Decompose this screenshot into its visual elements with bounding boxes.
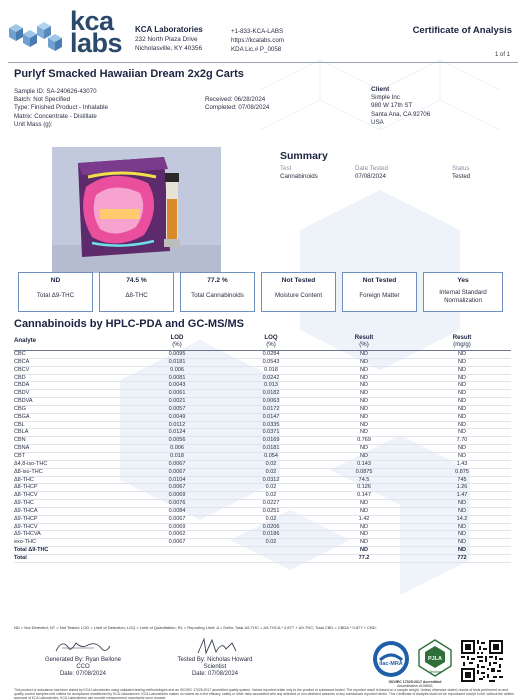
- result-pct-cell: ND: [360, 351, 368, 357]
- analyte-cell: CBT: [14, 452, 25, 459]
- lod-cell: 0.0067: [168, 460, 186, 467]
- loq-cell: 0.02: [265, 468, 277, 475]
- lod-cell: 0.0067: [168, 515, 186, 522]
- analyte-cell: CBCV: [14, 366, 30, 373]
- svg-text:Testing: Testing: [428, 670, 442, 674]
- loq-cell: 0.0147: [262, 413, 280, 420]
- table-row: [14, 492, 511, 500]
- result-mg-cell: 745: [457, 476, 467, 483]
- loq-cell: 0.0182: [262, 390, 280, 397]
- table-row: [14, 453, 511, 461]
- lod-cell: 0.0067: [168, 484, 186, 491]
- lab-license: KDA Lic.# P_0058: [231, 46, 282, 53]
- loq-cell: 0.0543: [262, 358, 280, 365]
- document-title: Certificate of Analysis: [412, 25, 512, 36]
- lod-cell: 0.0069: [168, 492, 186, 499]
- product-photo: [52, 147, 221, 273]
- lab-name: KCA Laboratories: [135, 25, 203, 34]
- result-pct-cell: ND: [360, 413, 368, 420]
- analyte-cell: Total Δ9-THC: [14, 547, 49, 554]
- signature-tested-by: Tested By: Nicholas Howard Scientist Date: 07/08/2024: [160, 637, 270, 678]
- result-pct-cell: ND: [360, 374, 368, 381]
- result-pct-cell: ND: [360, 531, 368, 538]
- result-mg-cell: ND: [458, 523, 466, 530]
- lod-cell: 0.0056: [168, 437, 186, 444]
- table-row: [14, 469, 511, 477]
- signature-ryan-bellone: [48, 637, 118, 657]
- loq-cell: 0.0063: [262, 398, 280, 405]
- summary-status-value: Tested: [452, 173, 471, 180]
- matrix: Matrix: Concentrate - Distillate: [14, 112, 97, 120]
- lod-cell: 0.0021: [168, 398, 186, 405]
- summary-status-label: Status: [452, 165, 470, 172]
- signature-generated-by: Generated By: Ryan Bellone CCO Date: 07/08/2024: [28, 637, 138, 678]
- lab-phone: +1-833-KCA-LABS: [231, 28, 284, 35]
- lod-cell: 0.0112: [168, 421, 186, 428]
- loq-cell: 0.0206: [262, 523, 280, 530]
- card-total-cannabinoids: 77.2 % Total Cannabinoids: [180, 272, 255, 312]
- loq-cell: 0.054: [264, 452, 278, 459]
- lab-contact-block: [231, 27, 284, 54]
- table-row: [14, 539, 511, 547]
- analyte-cell: Δ4,8-iso-THC: [14, 460, 48, 467]
- summary-test: [280, 165, 318, 181]
- result-pct-cell: ND: [360, 429, 368, 436]
- table-total-row: [14, 555, 511, 563]
- result-mg-cell: 1.43: [456, 460, 468, 467]
- card-total-d9-thc: ND Total Δ9-THC: [18, 272, 93, 312]
- loq-cell: 0.013: [264, 382, 278, 389]
- analyte-cell: CBL: [14, 421, 25, 428]
- result-mg-cell: ND: [458, 413, 466, 420]
- table-row: [14, 367, 511, 375]
- card-moisture-content: Not Tested Moisture Content: [261, 272, 336, 312]
- card-foreign-matter: Not Tested Foreign Matter: [342, 272, 417, 312]
- result-pct-cell: ND: [360, 366, 368, 373]
- lod-cell: 0.0081: [168, 374, 186, 381]
- result-mg-cell: ND: [458, 351, 466, 357]
- client-name: Simple Inc: [371, 94, 400, 102]
- table-row: [14, 382, 511, 390]
- sample-info: [14, 88, 108, 129]
- lab-address-line2: Nicholasville, KY 40356: [135, 45, 203, 52]
- table-row: [14, 500, 511, 508]
- accreditation-text: ISO/IEC 17025:2017 Accredited Accreditation #108651: [388, 680, 442, 689]
- loq-cell: 0.0371: [262, 429, 280, 436]
- completed-date: Completed: 07/08/2024: [205, 104, 270, 112]
- card-internal-standard: Yes Internal Standard Normalization: [423, 272, 503, 312]
- lod-cell: 0.0057: [168, 405, 186, 412]
- loq-cell: 0.0335: [262, 421, 280, 428]
- page-number: 1 of 1: [494, 52, 510, 58]
- result-pct-cell: 0.143: [357, 460, 371, 467]
- client-address2: Santa Ana, CA 92706: [371, 110, 431, 118]
- result-mg-cell: ND: [458, 405, 466, 412]
- loq-cell: 0.02: [265, 539, 277, 546]
- summary-title: Summary: [280, 150, 328, 162]
- lod-cell: 0.0062: [168, 531, 186, 538]
- signature-nicholas-howard: [180, 637, 250, 657]
- loq-cell: 0.0251: [262, 507, 280, 514]
- lod-cell: 0.006: [170, 445, 184, 452]
- table-row: [14, 422, 511, 430]
- result-mg-cell: ND: [458, 507, 466, 514]
- result-pct-cell: ND: [360, 382, 368, 389]
- result-mg-cell: ND: [458, 445, 466, 452]
- unit-mass: Unit Mass (g):: [14, 120, 53, 128]
- client-info: [371, 86, 430, 127]
- batch: Batch: Not Specified: [14, 96, 71, 104]
- pjla-seal-icon: [415, 638, 455, 678]
- result-mg-cell: 1.47: [456, 492, 468, 499]
- header-analyte: Analyte: [14, 337, 37, 344]
- table-row: [14, 414, 511, 422]
- svg-text:PJLA: PJLA: [427, 656, 443, 662]
- lod-cell: 0.0084: [168, 507, 186, 514]
- result-mg-cell: ND: [458, 452, 466, 459]
- summary-test-label: Test: [280, 165, 292, 172]
- summary-date-value: 07/08/2024: [355, 173, 386, 180]
- client-address1: 980 W 17th ST: [371, 102, 413, 110]
- ilac-mra-seal-icon: [372, 640, 410, 678]
- lod-cell: 0.0061: [168, 390, 186, 397]
- table-row: [14, 398, 511, 406]
- lod-cell: 0.006: [170, 366, 184, 373]
- result-mg-cell: ND: [458, 531, 466, 538]
- loq-cell: 0.0227: [262, 500, 280, 507]
- loq-cell: 0.02: [265, 484, 277, 491]
- cannabinoids-section-title: Cannabinoids by HPLC-PDA and GC-MS/MS: [14, 318, 244, 330]
- header: [0, 0, 526, 62]
- analyte-cell: Δ9-THCA: [14, 507, 38, 514]
- table-row: [14, 390, 511, 398]
- result-pct-cell: ND: [360, 452, 368, 459]
- result-mg-cell: ND: [458, 358, 466, 365]
- analyte-cell: CBDVA: [14, 398, 33, 405]
- lab-website[interactable]: https://kcalabs.com: [231, 37, 284, 44]
- lod-cell: 0.0104: [168, 476, 186, 483]
- loq-cell: 0.02: [265, 515, 277, 522]
- result-pct-cell: ND: [360, 390, 368, 397]
- table-row: [14, 375, 511, 383]
- table-total-row: [14, 547, 511, 555]
- analyte-cell: CBDV: [14, 390, 30, 397]
- loq-cell: 0.0181: [262, 445, 280, 452]
- received-date: Received: 06/28/2024: [205, 96, 266, 103]
- result-mg-cell: 0.875: [455, 468, 469, 475]
- loq-cell: 0.0284: [262, 351, 280, 357]
- lod-cell: 0.0181: [168, 358, 186, 365]
- result-pct-cell: ND: [360, 398, 368, 405]
- result-mg-cell: ND: [458, 429, 466, 436]
- result-pct-cell: ND: [360, 358, 368, 365]
- result-mg-cell: ND: [458, 398, 466, 405]
- summary-status: [452, 165, 470, 181]
- result-mg-cell: ND: [458, 547, 466, 554]
- lod-cell: 0.0095: [168, 351, 186, 357]
- table-row: [14, 429, 511, 437]
- analyte-cell: Δ8-THCP: [14, 484, 38, 491]
- qr-code-icon[interactable]: [461, 640, 503, 682]
- table-row: [14, 516, 511, 524]
- analyte-cell: CBGA: [14, 413, 30, 420]
- table-row: [14, 461, 511, 469]
- analyte-cell: CBLA: [14, 429, 29, 436]
- lod-cell: 0.0043: [168, 382, 186, 389]
- result-pct-cell: 0.147: [357, 492, 371, 499]
- result-mg-cell: 1.26: [456, 484, 468, 491]
- loq-cell: 0.0172: [262, 405, 280, 412]
- summary-test-value: Cannabinoids: [280, 173, 318, 180]
- lod-cell: 0.018: [170, 452, 184, 459]
- analyte-cell: CBN: [14, 437, 26, 444]
- client-country: USA: [371, 118, 384, 126]
- lod-cell: 0.0069: [168, 523, 186, 530]
- result-pct-cell: ND: [360, 547, 368, 554]
- loq-cell: 0.02: [265, 492, 277, 499]
- result-mg-cell: ND: [458, 382, 466, 389]
- result-pct-cell: 0.126: [357, 484, 371, 491]
- header-result-pct: Result (%): [354, 334, 374, 348]
- result-pct-cell: ND: [360, 500, 368, 507]
- summary-date: [355, 165, 388, 181]
- result-pct-cell: 74.5: [358, 476, 370, 483]
- lod-cell: 0.0076: [168, 500, 186, 507]
- loq-cell: 0.02: [265, 460, 277, 467]
- product-title: Purlyf Smacked Hawaiian Dream 2x2g Carts: [14, 68, 244, 80]
- result-pct-cell: ND: [360, 539, 368, 546]
- lab-address-line1: 232 North Plaza Drive: [135, 36, 198, 43]
- disclaimer: This product or substance has been tested by KCA Laboratories using validated testing methodologies and an ISO/IEC 17025:2017 accredited quality system. Values reported relate only to the product or substance tested. The reported result is based on a sample weight. Unless otherwise stated, results of tests performed on and quality control samples met criteria for acceptance established by KCA Laboratories. KCA Laboratories makes no claims as to the efficacy, safety or other risks associated with any detected or non-detected amounts of any substances reported herein. This Certificate of Analysis shall not be reproduced except in full, without the written approval of KCA Laboratories. KCA Laboratories can provide measurement uncertainty upon request.: [14, 688, 515, 699]
- lod-cell: 0.0049: [168, 413, 186, 420]
- summary-date-label: Date Tested: [355, 165, 388, 172]
- table-row: [14, 508, 511, 516]
- result-pct-cell: 77.2: [358, 554, 370, 561]
- lod-cell: 0.0067: [168, 468, 186, 475]
- table-row: [14, 445, 511, 453]
- table-row: [14, 351, 511, 359]
- summary-cards: [18, 272, 506, 314]
- result-mg-cell: ND: [458, 390, 466, 397]
- analyte-cell: Δ8-THCV: [14, 492, 38, 499]
- result-pct-cell: 0.769: [357, 437, 371, 444]
- analyte-cell: CBD: [14, 374, 26, 381]
- analyte-cell: CBDA: [14, 382, 30, 389]
- logo-wordmark: kca labs: [70, 6, 123, 59]
- loq-cell: 0.0186: [262, 531, 280, 538]
- product-image: [52, 147, 221, 273]
- result-mg-cell: ND: [458, 366, 466, 373]
- result-mg-cell: 772: [457, 554, 467, 561]
- loq-cell: 0.018: [264, 366, 278, 373]
- result-pct-cell: 1.42: [358, 515, 370, 522]
- lod-cell: 0.0067: [168, 539, 186, 546]
- table-body: [14, 351, 511, 563]
- analyte-cell: Δ9-THCP: [14, 515, 38, 522]
- analyte-cell: Δ8-THC: [14, 476, 34, 483]
- svg-text:ilac-MRA: ilac-MRA: [379, 661, 403, 667]
- header-result-mg: Result (mg/g): [452, 334, 472, 348]
- lod-cell: 0.0124: [168, 429, 186, 436]
- result-pct-cell: 0.0875: [355, 468, 373, 475]
- sample-id: Sample ID: SA-240626-43070: [14, 88, 97, 95]
- dates-info: [205, 96, 269, 112]
- header-divider: [8, 62, 518, 63]
- table-row: [14, 406, 511, 414]
- result-mg-cell: ND: [458, 374, 466, 381]
- loq-cell: 0.0242: [262, 374, 280, 381]
- analyte-cell: CBCA: [14, 358, 30, 365]
- table-header: [14, 334, 511, 351]
- result-pct-cell: ND: [360, 507, 368, 514]
- card-d8-thc: 74.5 % Δ8-THC: [99, 272, 174, 312]
- loq-cell: 0.0312: [262, 476, 280, 483]
- table-row: [14, 359, 511, 367]
- result-pct-cell: ND: [360, 421, 368, 428]
- result-mg-cell: ND: [458, 539, 466, 546]
- analyte-cell: CBG: [14, 405, 26, 412]
- analyte-cell: Δ9-THCV: [14, 523, 38, 530]
- analyte-cell: CBC: [14, 351, 26, 357]
- analyte-cell: Total: [14, 554, 27, 561]
- result-mg-cell: ND: [458, 500, 466, 507]
- client-label: Client: [371, 86, 390, 93]
- header-lod: LOD (%): [170, 334, 184, 348]
- result-mg-cell: ND: [458, 421, 466, 428]
- result-pct-cell: ND: [360, 405, 368, 412]
- analyte-cell: Δ9-THC: [14, 500, 34, 507]
- analyte-cell: Δ9-THCVA: [14, 531, 41, 538]
- cannabinoids-table: [14, 334, 511, 563]
- analyte-cell: exo-THC: [14, 539, 37, 546]
- table-row: [14, 477, 511, 485]
- table-footnote: ND = Not Detected; NT = Not Tested; LOD = Limit of Detection; LOQ = Limit of Quantitation; RL = Reporting Limit; Δ = Delta; Total Δ9-THC = Δ9-THCA * 0.877 + Δ9-THC; Total CBD = CBDA * 0.877 + CBD;: [14, 625, 377, 630]
- table-row: [14, 524, 511, 532]
- lab-address-block: [135, 25, 203, 53]
- result-pct-cell: ND: [360, 523, 368, 530]
- table-row: [14, 437, 511, 445]
- logo-cubes-icon: [6, 14, 66, 54]
- analyte-cell: Δ8-iso-THC: [14, 468, 43, 475]
- result-pct-cell: ND: [360, 445, 368, 452]
- result-mg-cell: 7.70: [456, 437, 468, 444]
- loq-cell: 0.0169: [262, 437, 280, 444]
- header-loq: LOQ (%): [264, 334, 278, 348]
- analyte-cell: CBNA: [14, 445, 30, 452]
- table-row: [14, 531, 511, 539]
- sample-type: Type: Finished Product - Inhalable: [14, 104, 108, 112]
- table-row: [14, 484, 511, 492]
- result-mg-cell: 14.2: [456, 515, 468, 522]
